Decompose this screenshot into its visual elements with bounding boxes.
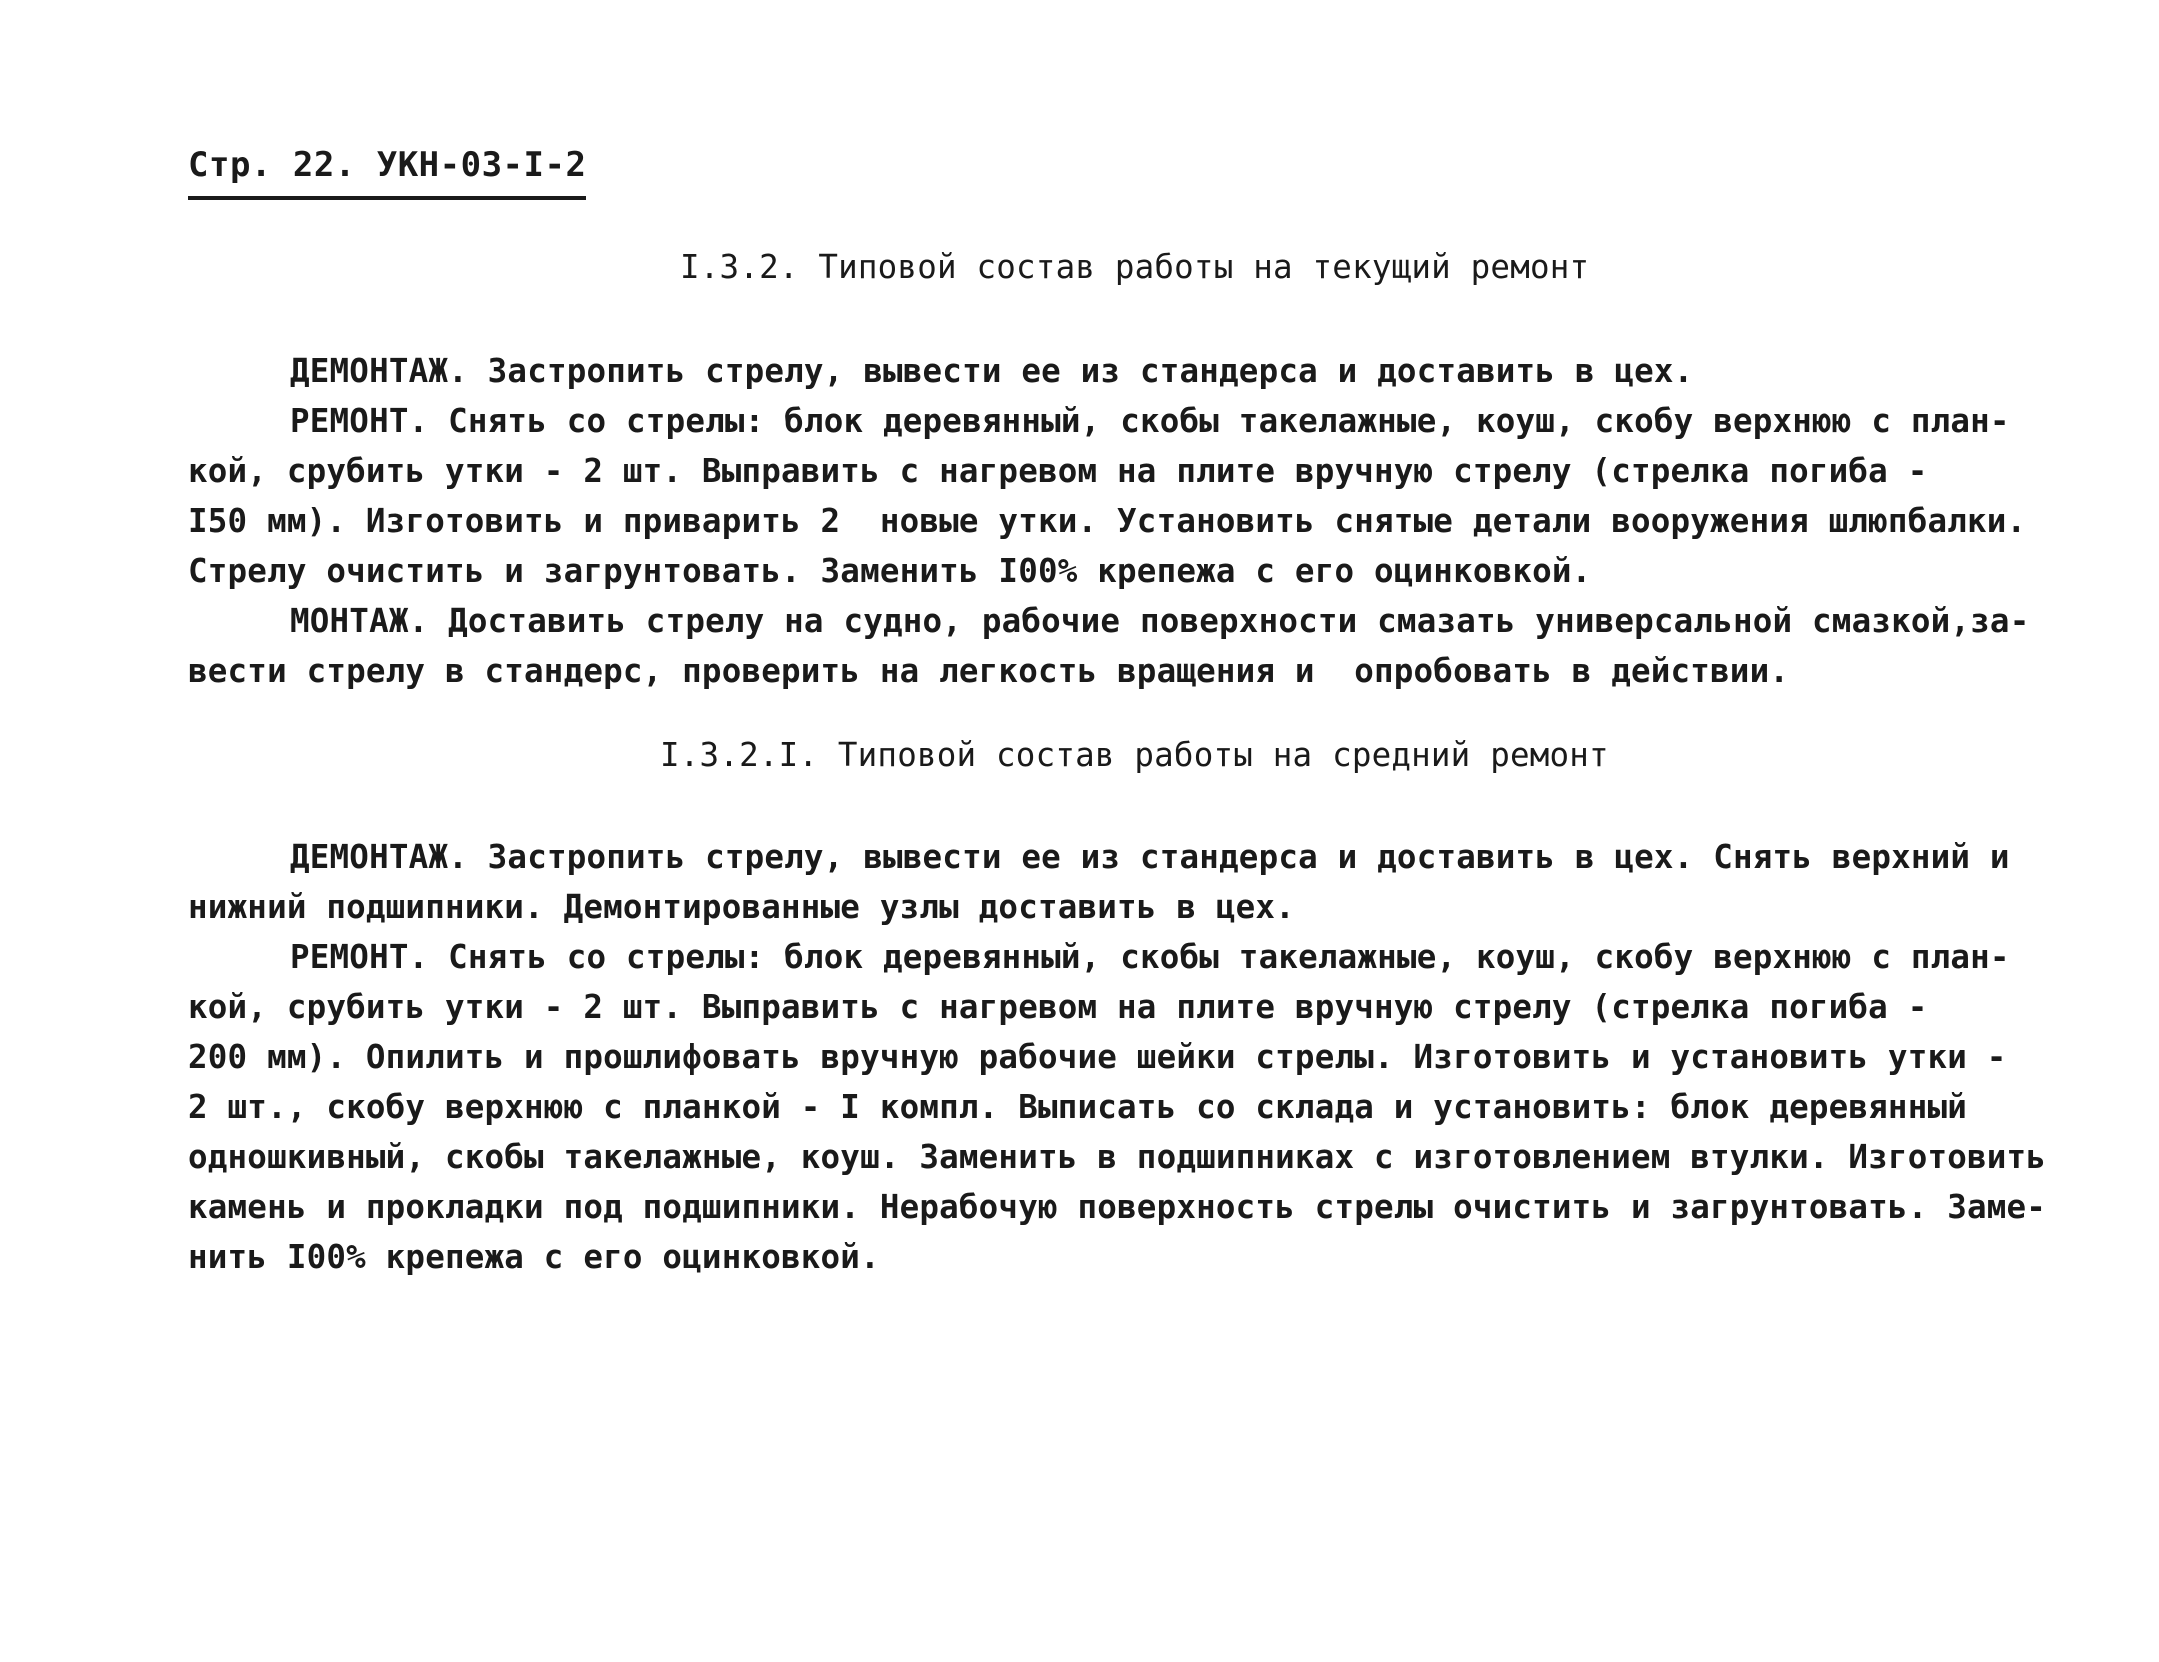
paragraph-line: РЕМОНТ. Снять со стрелы: блок деревянный, скобы такелажные, коуш, скобу верхнюю с план- xyxy=(290,938,2010,976)
paragraph-line: МОНТАЖ. Доставить стрелу на судно, рабочие поверхности смазать универсальной смазкой,за- xyxy=(290,602,2030,640)
paragraph-line: ДЕМОНТАЖ. Застропить стрелу, вывести ее из стандерса и доставить в цех. xyxy=(290,352,1694,390)
paragraph-line: 2 шт., скобу верхнюю с планкой - I компл. Выписать со склада и установить: блок деревянный xyxy=(188,1088,1967,1126)
paragraph-line: РЕМОНТ. Снять со стрелы: блок деревянный, скобы такелажные, коуш, скобу верхнюю с план- xyxy=(290,402,2010,440)
paragraph-line: одношкивный, скобы такелажные, коуш. Заменить в подшипниках с изготовлением втулки. Изготовить xyxy=(188,1138,2047,1176)
section-heading-medium-repair: I.3.2.I. Типовой состав работы на средний ремонт xyxy=(660,736,1609,774)
paragraph-line: 200 мм). Опилить и прошлифовать вручную рабочие шейки стрелы. Изготовить и установить утки - xyxy=(188,1038,2007,1076)
paragraph-line: нить I00% крепежа с его оцинковкой. xyxy=(188,1238,880,1276)
page-reference-header: Стр. 22. УКН-03-I-2 xyxy=(188,145,586,200)
paragraph-line: вести стрелу в стандерс, проверить на легкость вращения и опробовать в действии. xyxy=(188,652,1790,690)
paragraph-line: Стрелу очистить и загрунтовать. Заменить I00% крепежа с его оцинковкой. xyxy=(188,552,1592,590)
section-heading-current-repair: I.3.2. Типовой состав работы на текущий ремонт xyxy=(680,248,1590,286)
paragraph-line: I50 мм). Изготовить и приварить 2 новые утки. Установить снятые детали вооружения шлюпбалки. xyxy=(188,502,2027,540)
paragraph-line: кой, срубить утки - 2 шт. Выправить с нагревом на плите вручную стрелу (стрелка погиба - xyxy=(188,988,1928,1026)
paragraph-line: кой, срубить утки - 2 шт. Выправить с нагревом на плите вручную стрелу (стрелка погиба - xyxy=(188,452,1928,490)
paragraph-line: нижний подшипники. Демонтированные узлы доставить в цех. xyxy=(188,888,1295,926)
paragraph-line: ДЕМОНТАЖ. Застропить стрелу, вывести ее из стандерса и доставить в цех. Снять верхний и xyxy=(290,838,2010,876)
paragraph-line: камень и прокладки под подшипники. Нерабочую поверхность стрелы очистить и загрунтовать. Заме- xyxy=(188,1188,2047,1226)
